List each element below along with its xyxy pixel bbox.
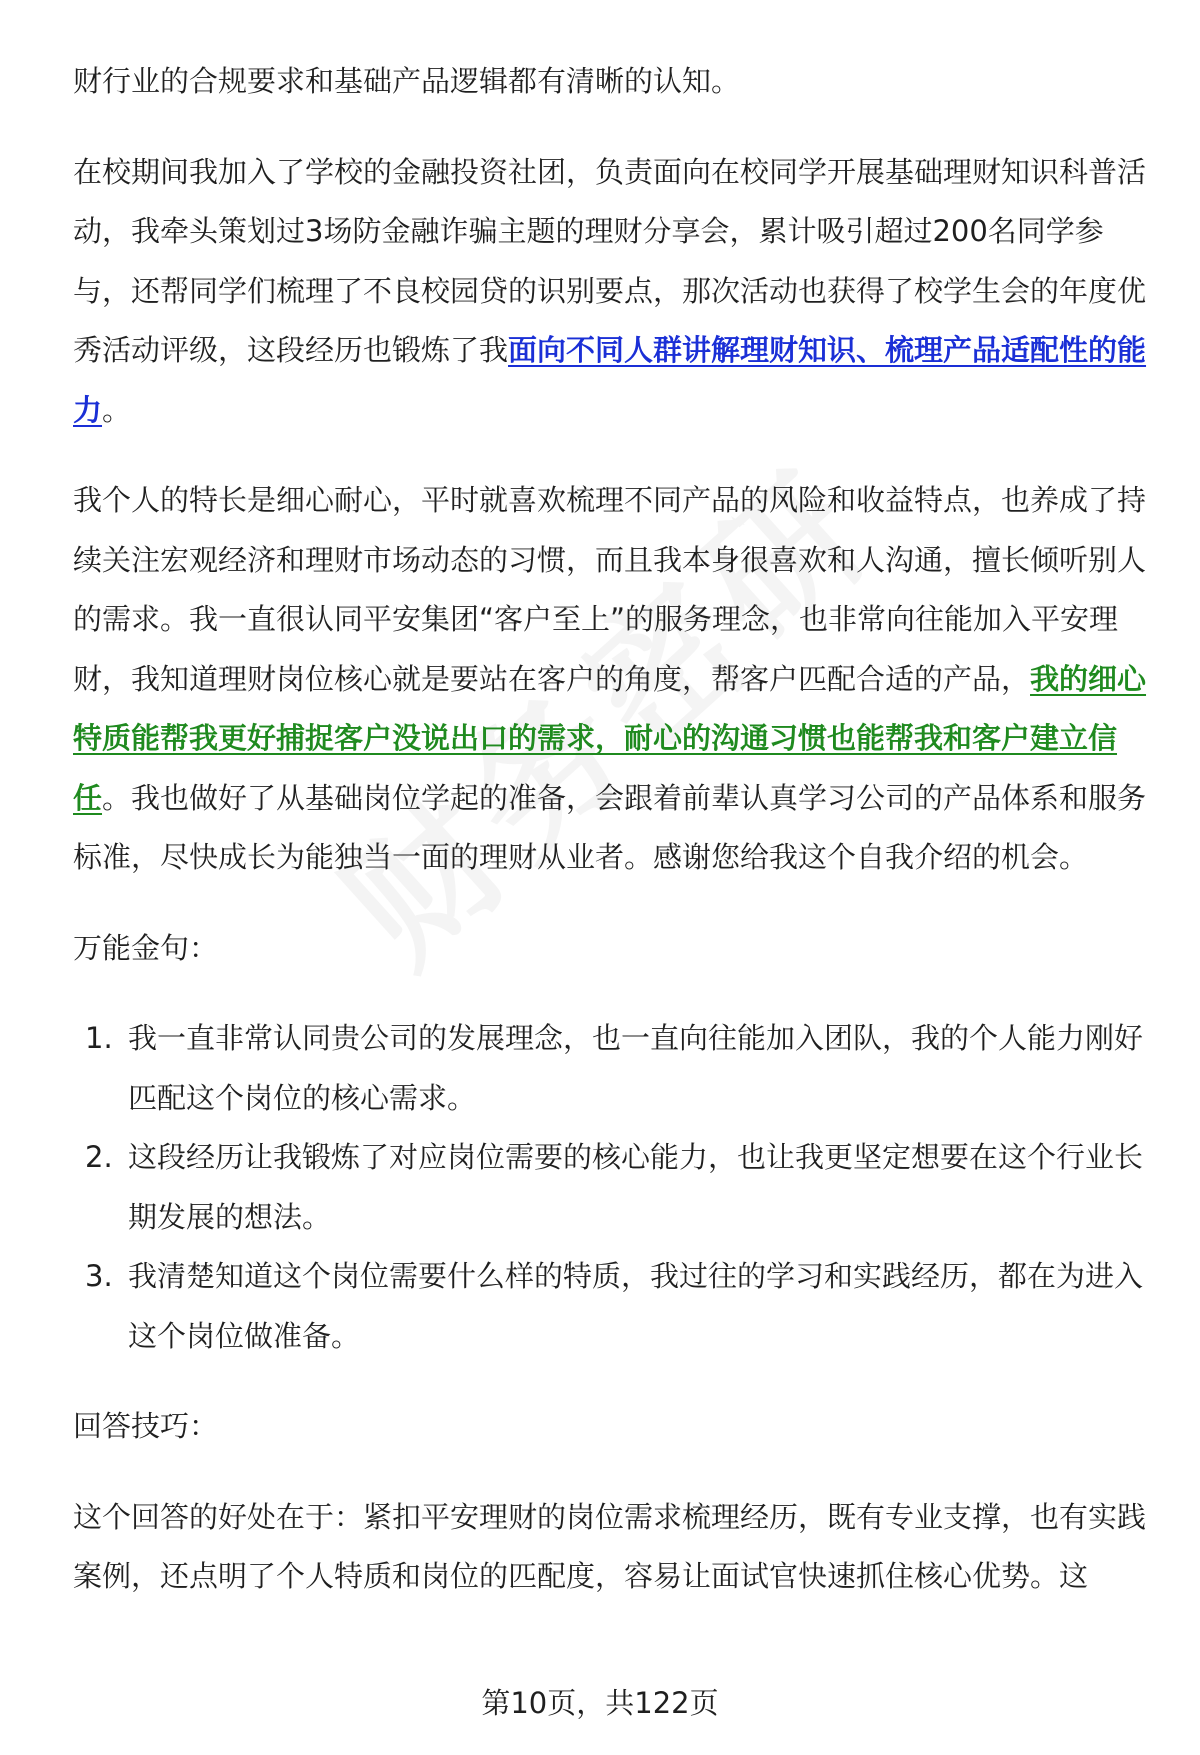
paragraph-text: 在校期间我加入了学校的金融投资社团，负责面向在校同学开展基础理财知识科普活动，我牵头策划过3场防金融诈骗主题的理财分享会，累计吸引超过200名同学参与，还帮同学们梳理了不良校园贷的识别要点，那次活动也获得了校学生会的年度优秀活动评级，这段经历也锻炼了我 (73, 154, 1147, 367)
list-item (73, 1009, 1153, 1128)
list-item-text: 这段经历让我锻炼了对应岗位需要的核心能力，也让我更坚定想要在这个行业长期发展的想法。 (128, 1140, 1144, 1234)
page-number-footer: 第10页，共122页 (481, 1686, 719, 1720)
paragraph-text: 。我也做好了从基础岗位学起的准备，会跟着前辈认真学习公司的产品体系和服务标准，尽快成长为能独当一面的理财从业者。感谢您给我这个自我介绍的机会。 (73, 780, 1147, 874)
list-item (73, 1128, 1153, 1247)
tips-heading: 回答技巧： (73, 1409, 219, 1443)
list-item-text: 我清楚知道这个岗位需要什么样的特质，我过往的学习和实践经历，都在为进入这个岗位做准备。 (128, 1259, 1144, 1353)
list-item-number: 3. (85, 1259, 113, 1293)
paragraph-personal-strengths (73, 471, 1153, 888)
list-item (73, 1247, 1153, 1366)
paragraph-text: 我个人的特长是细心耐心，平时就喜欢梳理不同产品的风险和收益特点，也养成了持续关注宏观经济和理财市场动态的习惯，而且我本身很喜欢和人沟通，擅长倾听别人的需求。我一直很认同平安集团“客户至上”的服务理念，也非常向往能加入平安理财，我知道理财岗位核心就是要站在客户的角度，帮客户匹配合适的产品， (73, 483, 1147, 696)
highlight-trait-text: 我的细心特质能帮我更好捕捉客户没说出口的需求，耐心的沟通习惯也能帮我和客户建立信任 (73, 661, 1147, 815)
list-item-number: 2. (85, 1140, 113, 1174)
paragraph-continued: 财行业的合规要求和基础产品逻辑都有清晰的认知。 (73, 64, 741, 98)
list-item-text: 我一直非常认同贵公司的发展理念，也一直向往能加入团队，我的个人能力刚好匹配这个岗位的核心需求。 (128, 1021, 1144, 1115)
page-content (73, 52, 1153, 1607)
paragraph-text: 。 (102, 392, 132, 427)
list-item-number: 1. (85, 1021, 113, 1055)
paragraph-club-experience (73, 143, 1153, 441)
paragraph-answer-analysis: 这个回答的好处在于：紧扣平安理财的岗位需求梳理经历，既有专业支撑，也有实践案例，还点明了个人特质和岗位的匹配度，容易让面试官快速抓住核心优势。这 (73, 1499, 1147, 1593)
highlight-ability-link[interactable]: 面向不同人群讲解理财知识、梳理产品适配性的能力 (73, 333, 1147, 427)
quotes-heading: 万能金句： (73, 930, 219, 965)
quotes-list (73, 1009, 1153, 1366)
